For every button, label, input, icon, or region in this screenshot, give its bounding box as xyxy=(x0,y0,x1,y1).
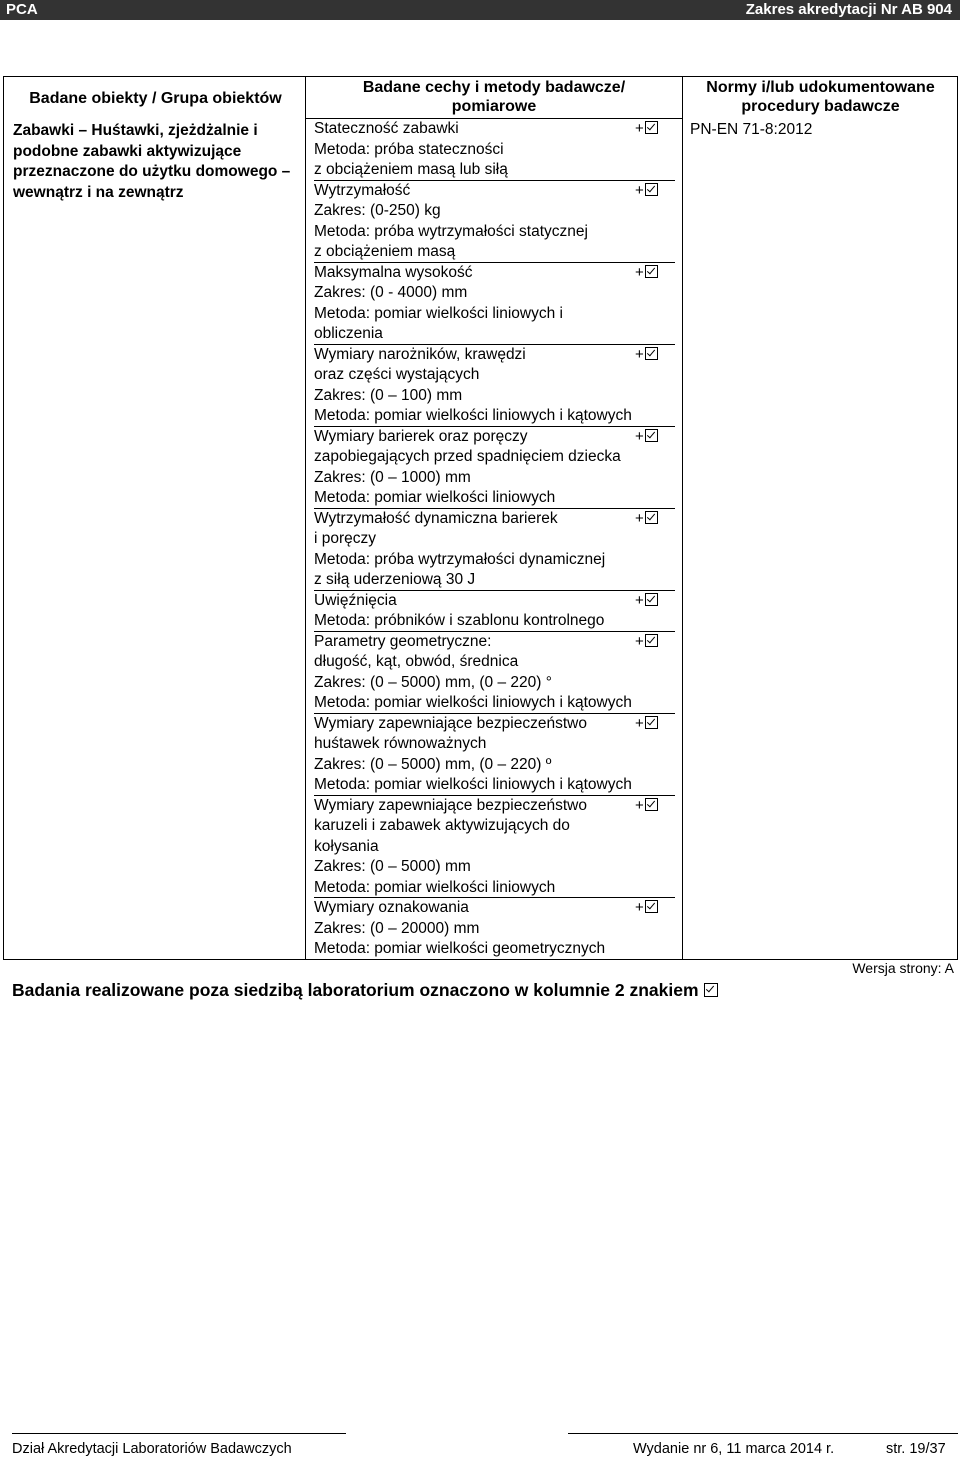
method-item-line: z obciążeniem masą lub siłą xyxy=(314,161,508,178)
method-item-line: Metoda: pomiar wielkości geometrycznych xyxy=(314,940,606,957)
method-item-line: Zakres: (0 – 1000) mm xyxy=(314,468,471,486)
method-item xyxy=(314,119,684,181)
method-item xyxy=(314,509,684,591)
method-item-line: huśtawek równoważnych xyxy=(314,735,487,752)
method-item-line: Zakres: (0 – 5000) mm, (0 – 220) ° xyxy=(314,673,552,691)
method-item-title: Maksymalna wysokość xyxy=(314,263,473,281)
column-divider-1 xyxy=(305,76,306,960)
footer-page: str. 19/37 xyxy=(886,1441,946,1457)
header-right: Zakres akredytacji Nr AB 904 xyxy=(745,1,952,18)
method-item xyxy=(314,714,684,796)
method-item-line: i poręczy xyxy=(314,530,377,547)
method-item-line: Metoda: pomiar wielkości liniowych i xyxy=(314,304,563,322)
method-item-title: Wymiary oznakowania xyxy=(314,899,469,916)
method-item-line: karuzeli i zabawek aktywizujących do xyxy=(314,817,570,834)
off-site-mark: + xyxy=(635,632,658,652)
method-item xyxy=(314,427,684,509)
norm-reference: PN-EN 71-8:2012 xyxy=(690,121,813,138)
method-item-line: Metoda: próba stateczności xyxy=(314,140,504,158)
method-item-line: oraz części wystających xyxy=(314,366,480,383)
method-item xyxy=(314,181,684,263)
method-item-line: Metoda: próbników i szablonu kontrolnego xyxy=(314,612,605,629)
column-header-methods: Badane cechy i metody badawcze/ pomiarowe xyxy=(362,79,626,115)
method-item-title: Wytrzymałość xyxy=(314,181,411,199)
method-item-line: Zakres: (0 – 100) mm xyxy=(314,386,463,404)
method-item-title: Wytrzymałość dynamiczna barierek xyxy=(314,509,558,527)
method-item-line: Zakres: (0 – 5000) mm, (0 – 220) º xyxy=(314,755,552,773)
page-header xyxy=(0,0,960,20)
off-site-mark: + xyxy=(635,898,658,918)
checkbox-icon xyxy=(645,716,658,729)
method-item-title: Wymiary zapewniające bezpieczeństwo xyxy=(314,796,587,814)
method-item xyxy=(314,591,684,632)
method-item xyxy=(314,632,684,714)
off-site-note: Badania realizowane poza siedzibą laboratorium oznaczono w kolumnie 2 znakiem xyxy=(12,980,718,1001)
method-item-line: obliczenia xyxy=(314,325,383,342)
method-item-line: Metoda: pomiar wielkości liniowych xyxy=(314,878,556,896)
off-site-mark: + xyxy=(635,591,658,611)
checkbox-icon xyxy=(645,511,658,524)
off-site-mark: + xyxy=(635,509,658,529)
method-item-line: Zakres: (0 – 5000) mm xyxy=(314,858,471,875)
method-item xyxy=(314,263,684,345)
checkbox-icon xyxy=(645,900,658,913)
checkbox-icon xyxy=(704,983,718,997)
column-header-objects: Badane obiekty / Grupa obiektów xyxy=(29,90,282,107)
tested-object-group: Zabawki – Huśtawki, zjeżdżalnie i podobne zabawki aktywizujące przeznaczone do użytku domowego – wewnątrz i na zewnątrz xyxy=(13,122,291,201)
off-site-mark: + xyxy=(635,345,658,365)
method-item xyxy=(314,796,684,899)
method-item-line: Metoda: pomiar wielkości liniowych i kątowych xyxy=(314,694,632,711)
checkbox-icon xyxy=(645,121,658,134)
off-site-mark: + xyxy=(635,714,658,734)
checkbox-icon xyxy=(645,347,658,360)
method-item-line: długość, kąt, obwód, średnica xyxy=(314,653,519,670)
method-item-title: Wymiary zapewniające bezpieczeństwo xyxy=(314,714,587,732)
off-site-mark: + xyxy=(635,181,658,201)
checkbox-icon xyxy=(645,634,658,647)
method-item-line: Metoda: pomiar wielkości liniowych i kątowych xyxy=(314,407,632,424)
footer-line-right xyxy=(568,1433,958,1434)
method-item-line: Zakres: (0 - 4000) mm xyxy=(314,284,468,301)
column-header-norms: Normy i/lub udokumentowane procedury badawcze xyxy=(706,79,935,115)
method-item-line: Metoda: pomiar wielkości liniowych i kątowych xyxy=(314,776,632,793)
footer-line-left xyxy=(12,1433,346,1434)
footer-edition: Wydanie nr 6, 11 marca 2014 r. xyxy=(633,1441,835,1457)
off-site-mark: + xyxy=(635,796,658,816)
method-item-line: Metoda: pomiar wielkości liniowych xyxy=(314,489,556,506)
method-item-line: Zakres: (0-250) kg xyxy=(314,202,441,219)
method-item-title: Wymiary barierek oraz poręczy xyxy=(314,427,528,445)
method-item xyxy=(314,345,684,427)
method-item-line: zapobiegających przed spadnięciem dziecka xyxy=(314,448,621,465)
method-item xyxy=(314,898,684,960)
checkbox-icon xyxy=(645,265,658,278)
method-item-line: Metoda: próba wytrzymałości statycznej xyxy=(314,222,588,240)
header-left: PCA xyxy=(6,1,38,18)
off-site-mark: + xyxy=(635,263,658,283)
checkbox-icon xyxy=(645,429,658,442)
method-item-title: Wymiary narożników, krawędzi xyxy=(314,345,526,363)
method-item-line: z siłą uderzeniową 30 J xyxy=(314,571,476,588)
method-item-title: Stateczność zabawki xyxy=(314,120,459,137)
method-item-line: Zakres: (0 – 20000) mm xyxy=(314,919,480,937)
footer-department: Dział Akredytacji Laboratoriów Badawczych xyxy=(12,1441,292,1457)
checkbox-icon xyxy=(645,183,658,196)
off-site-mark: + xyxy=(635,119,658,139)
off-site-mark: + xyxy=(635,427,658,447)
checkbox-icon xyxy=(645,593,658,606)
method-item-title: Uwięźnięcia xyxy=(314,591,397,609)
method-item-line: z obciążeniem masą xyxy=(314,243,456,260)
page-version: Wersja strony: A xyxy=(852,960,954,976)
method-item-line: kołysania xyxy=(314,837,379,855)
method-item-title: Parametry geometryczne: xyxy=(314,632,492,650)
checkbox-icon xyxy=(645,798,658,811)
method-item-line: Metoda: próba wytrzymałości dynamicznej xyxy=(314,550,606,568)
